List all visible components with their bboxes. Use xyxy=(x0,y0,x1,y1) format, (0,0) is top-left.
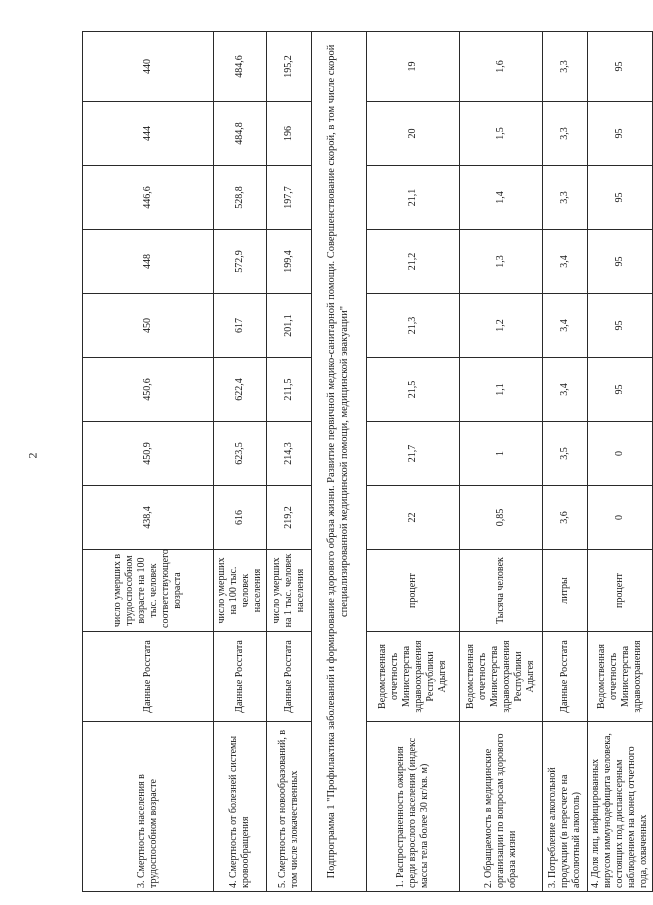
value-cell: 214,3 xyxy=(267,422,312,486)
value-cell: 95 xyxy=(588,32,653,102)
value-cell: 95 xyxy=(588,294,653,358)
indicator-name: 3. Смертность населения в трудоспособном возрасте xyxy=(83,722,214,892)
data-source: Ведомственная отчетность Министерства здравоохранения xyxy=(588,632,653,722)
value-cell: 3,3 xyxy=(543,102,588,166)
table-row xyxy=(267,32,312,892)
value-cell: 0,85 xyxy=(460,486,543,550)
value-cell: 3,4 xyxy=(543,230,588,294)
value-cell: 1,6 xyxy=(460,32,543,102)
value-cell: 622,4 xyxy=(214,358,267,422)
value-cell: 3,3 xyxy=(543,166,588,230)
value-cell: 95 xyxy=(588,358,653,422)
data-source: Ведомственная отчетность Министерства здравоохранения Республики Адыгея xyxy=(460,632,543,722)
subprogram-row xyxy=(312,32,367,892)
value-cell: 450 xyxy=(83,294,214,358)
rotated-content xyxy=(82,32,649,892)
value-cell: 95 xyxy=(588,166,653,230)
value-cell: 201,1 xyxy=(267,294,312,358)
subprogram-title: Подпрограмма 1 "Профилактика заболеваний и формирование здорового образа жизни. Развитие первичной медико-санитарной помощи. Совершенствование скорой, в том числе скорой специализированной медицинской помощи, медицинской эвакуации" xyxy=(312,32,367,892)
value-cell: 1,4 xyxy=(460,166,543,230)
value-cell: 21,5 xyxy=(367,358,460,422)
value-cell: 528,8 xyxy=(214,166,267,230)
value-cell: 95 xyxy=(588,230,653,294)
indicator-name: 4. Доля лиц, инфицированных вирусом иммунодефицита человека, состоящих под диспансерным наблюдением на конец отчетного года, охваченных xyxy=(588,722,653,892)
value-cell: 444 xyxy=(83,102,214,166)
indicator-name: 1. Распространенность ожирения среди взрослого населения (индекс массы тела более 30 кг/кв. м) xyxy=(367,722,460,892)
data-source: Данные Росстата xyxy=(543,632,588,722)
value-cell: 623,5 xyxy=(214,422,267,486)
value-cell: 95 xyxy=(588,102,653,166)
value-cell: 438,4 xyxy=(83,486,214,550)
value-cell: 3,6 xyxy=(543,486,588,550)
value-cell: 21,1 xyxy=(367,166,460,230)
value-cell: 3,3 xyxy=(543,32,588,102)
value-cell: 21,2 xyxy=(367,230,460,294)
page-number: 2 xyxy=(25,452,40,459)
value-cell: 450,9 xyxy=(83,422,214,486)
indicator-name: 3. Потребление алкогольной продукции (в пересчете на абсолютный алкоголь) xyxy=(543,722,588,892)
indicator-name: 4. Смертность от болезней системы кровообращения xyxy=(214,722,267,892)
unit-of-measure: процент xyxy=(588,550,653,632)
value-cell: 20 xyxy=(367,102,460,166)
value-cell: 440 xyxy=(83,32,214,102)
value-cell: 3,5 xyxy=(543,422,588,486)
value-cell: 617 xyxy=(214,294,267,358)
data-source: Данные Росстата xyxy=(267,632,312,722)
unit-of-measure: процент xyxy=(367,550,460,632)
value-cell: 211,5 xyxy=(267,358,312,422)
value-cell: 21,7 xyxy=(367,422,460,486)
value-cell: 3,4 xyxy=(543,358,588,422)
value-cell: 21,3 xyxy=(367,294,460,358)
data-source: Ведомственная отчетность Министерства здравоохранения Республики Адыгея xyxy=(367,632,460,722)
table-row xyxy=(588,32,653,892)
value-cell: 1,5 xyxy=(460,102,543,166)
value-cell: 572,9 xyxy=(214,230,267,294)
value-cell: 3,4 xyxy=(543,294,588,358)
value-cell: 1,2 xyxy=(460,294,543,358)
value-cell: 0 xyxy=(588,486,653,550)
value-cell: 484,6 xyxy=(214,32,267,102)
value-cell: 22 xyxy=(367,486,460,550)
data-source: Данные Росстата xyxy=(83,632,214,722)
value-cell: 199,4 xyxy=(267,230,312,294)
value-cell: 616 xyxy=(214,486,267,550)
indicators-table xyxy=(82,31,653,892)
unit-of-measure: Тысяча человек xyxy=(460,550,543,632)
table-body xyxy=(83,32,653,892)
value-cell: 0 xyxy=(588,422,653,486)
value-cell: 484,8 xyxy=(214,102,267,166)
value-cell: 219,2 xyxy=(267,486,312,550)
rotated-page xyxy=(82,32,649,892)
indicator-name: 5. Смертность от новообразований, в том числе злокачественных xyxy=(267,722,312,892)
unit-of-measure: литры xyxy=(543,550,588,632)
value-cell: 195,2 xyxy=(267,32,312,102)
indicator-name: 2. Обращаемость в медицинские организации по вопросам здорового образа жизни xyxy=(460,722,543,892)
table-row xyxy=(214,32,267,892)
value-cell: 19 xyxy=(367,32,460,102)
table-row xyxy=(367,32,460,892)
value-cell: 448 xyxy=(83,230,214,294)
value-cell: 1,1 xyxy=(460,358,543,422)
value-cell: 446,6 xyxy=(83,166,214,230)
value-cell: 196 xyxy=(267,102,312,166)
data-source: Данные Росстата xyxy=(214,632,267,722)
value-cell: 1,3 xyxy=(460,230,543,294)
value-cell: 1 xyxy=(460,422,543,486)
table-row xyxy=(83,32,214,892)
value-cell: 450,6 xyxy=(83,358,214,422)
table-row xyxy=(543,32,588,892)
unit-of-measure: число умерших на 100 тыс. человек населения xyxy=(214,550,267,632)
value-cell: 197,7 xyxy=(267,166,312,230)
unit-of-measure: число умерших в трудоспособном возрасте на 100 тыс. человек соответствующего возраста xyxy=(83,550,214,632)
table-row xyxy=(460,32,543,892)
unit-of-measure: число умерших на 1 тыс. человек населения xyxy=(267,550,312,632)
